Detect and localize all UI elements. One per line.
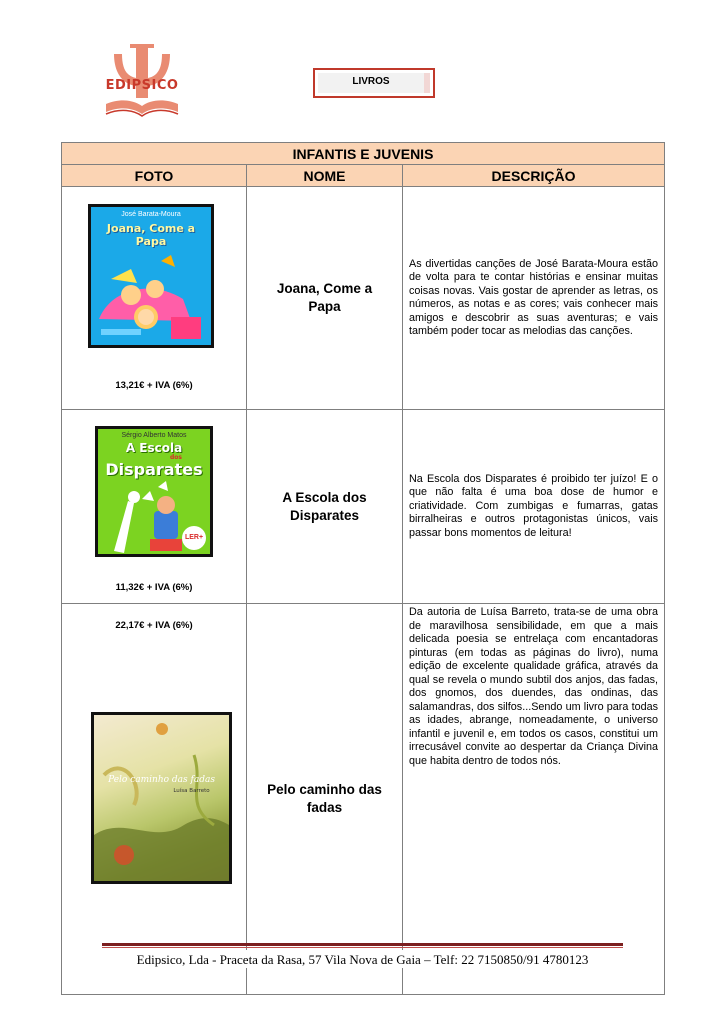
photo-cell — [62, 187, 247, 410]
book-name: Pelo caminho das fadas — [247, 604, 403, 995]
table-row — [62, 604, 665, 995]
cover-author: José Barata-Moura — [121, 211, 181, 218]
photo-cell — [62, 604, 247, 995]
section-label-box — [313, 68, 435, 98]
table-row — [62, 187, 665, 410]
ler-badge: LER+ — [182, 526, 206, 550]
book-cover-image — [95, 426, 213, 557]
cover-author: Sérgio Alberto Matos — [121, 432, 187, 439]
book-cover-image — [91, 712, 232, 884]
cover-title-top: A Escola — [125, 441, 183, 455]
book-name: A Escola dos Disparates — [247, 410, 403, 604]
cover-illustration — [91, 239, 211, 348]
cover-illustration — [94, 715, 229, 881]
edipsico-logo — [100, 40, 184, 122]
footer-divider-thin — [102, 947, 623, 948]
book-description: Da autoria de Luísa Barreto, trata-se de uma obra de maravilhosa sensibilidade, em que a mais delicada poesia se entrelaça com encantadoras pinturas (em todas as páginas do livro), numa edição de excelente qualidade gráfica, através da qual se revela o mundo subtil dos anjos, das fadas, dos gnomos, dos duendes, das ondinas, das salamandras, dos silfos...Sendo um livro para todas as idades, abrange, nomeadamente, o universo infantil e juvenil e, em todos os casos, constitui um irrecusável convite ao despertar da Criança Divina que habita dentro de todos nós. — [403, 604, 665, 995]
section-label: LIVROS — [318, 73, 430, 93]
cover-title: Pelo caminho das fadas — [108, 775, 215, 785]
table-header-row — [62, 165, 665, 187]
book-name: Joana, Come a Papa — [247, 187, 403, 410]
column-header-foto: FOTO — [62, 165, 247, 187]
footer-divider — [102, 943, 623, 946]
cover-title-small: dos — [170, 454, 182, 461]
column-header-descricao: DESCRIÇÃO — [403, 165, 665, 187]
book-description: Na Escola dos Disparates é proibido ter juízo! E o que não falta é uma boa dose de humor e criatividade. Com zumbigas e fumarras, gatas birralheiras e outros protagonistas únicos, vais passar bons momentos de leitura! — [403, 410, 665, 604]
price-label: 13,21€ + IVA (6%) — [115, 380, 193, 391]
price-label: 22,17€ + IVA (6%) — [115, 620, 193, 631]
table-title: INFANTIS E JUVENIS — [62, 143, 665, 165]
cover-author: Luísa Barreto — [173, 788, 210, 794]
price-label: 11,32€ + IVA (6%) — [115, 582, 193, 593]
book-description: As divertidas canções de José Barata-Moura estão de volta para te contar histórias e ensinar muitas coisas novas. Vais gostar de aprender as letras, os números, as notas e as cores; vais conhecer mais amigos e descobrir as suas aventuras; e vais também poder tocar as melodias das canções. — [403, 187, 665, 410]
photo-cell — [62, 410, 247, 604]
footer-address: Edipsico, Lda - Praceta da Rasa, 57 Vila Nova de Gaia – Telf: 22 7150850/91 4780123 — [102, 950, 623, 968]
catalog-table — [61, 142, 665, 995]
cover-title: Joana, Come a Papa — [106, 222, 196, 248]
table-row — [62, 410, 665, 604]
book-cover-image — [88, 204, 214, 348]
table-title-row — [62, 143, 665, 165]
column-header-nome: NOME — [247, 165, 403, 187]
logo-text: EDIPSICO — [105, 78, 179, 93]
cover-title-main: Disparates — [105, 460, 203, 479]
